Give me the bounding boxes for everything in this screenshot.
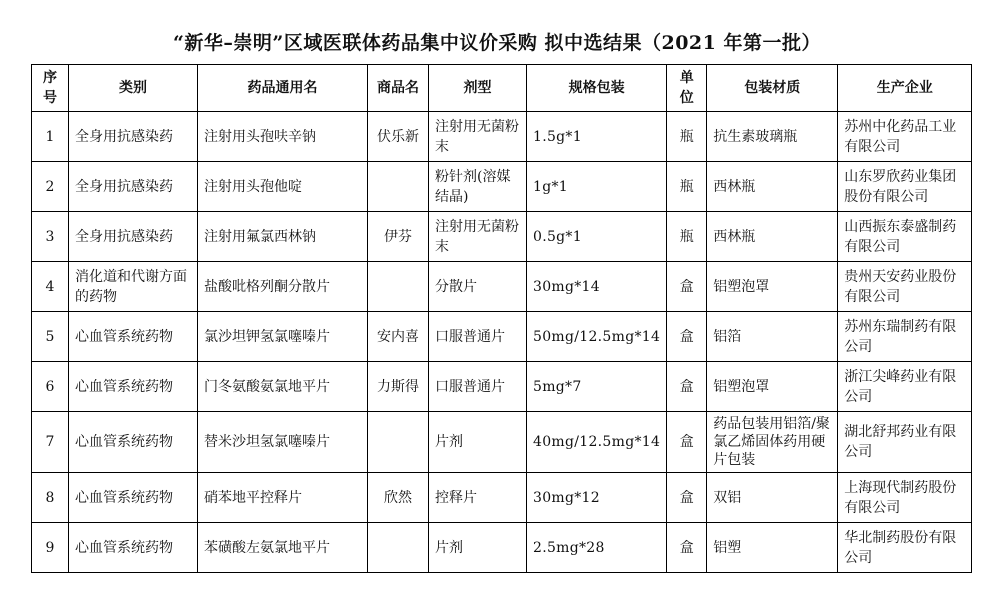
cell-generic-name: 注射用头孢他啶 [198, 162, 368, 212]
header-packaging: 包装材质 [707, 65, 838, 112]
cell-category: 全身用抗感染药 [69, 112, 198, 162]
cell-unit: 盒 [667, 473, 707, 523]
cell-packaging: 西林瓶 [707, 162, 838, 212]
cell-packaging: 双铝 [707, 473, 838, 523]
header-spec: 规格包装 [527, 65, 667, 112]
header-dosage-form: 剂型 [429, 65, 527, 112]
table-row [32, 212, 972, 262]
cell-spec: 40mg/12.5mg*14 [527, 412, 667, 473]
cell-spec: 2.5mg*28 [527, 523, 667, 573]
cell-dosage-form: 分散片 [429, 262, 527, 312]
cell-unit: 盒 [667, 262, 707, 312]
cell-packaging: 铝塑泡罩 [707, 362, 838, 412]
cell-generic-name: 盐酸吡格列酮分散片 [198, 262, 368, 312]
cell-manufacturer: 湖北舒邦药业有限公司 [838, 412, 972, 473]
cell-index: 4 [32, 262, 69, 312]
cell-spec: 1.5g*1 [527, 112, 667, 162]
header-generic-name: 药品通用名 [198, 65, 368, 112]
cell-packaging: 铝箔 [707, 312, 838, 362]
results-table [31, 64, 972, 573]
cell-unit: 瓶 [667, 112, 707, 162]
cell-dosage-form: 控释片 [429, 473, 527, 523]
cell-manufacturer: 苏州中化药品工业有限公司 [838, 112, 972, 162]
cell-packaging: 药品包装用铝箔/聚氯乙烯固体药用硬片包装 [707, 412, 838, 473]
cell-manufacturer: 苏州东瑞制药有限公司 [838, 312, 972, 362]
cell-category: 心血管系统药物 [69, 412, 198, 473]
cell-category: 全身用抗感染药 [69, 162, 198, 212]
cell-index: 3 [32, 212, 69, 262]
cell-dosage-form: 粉针剂(溶媒结晶) [429, 162, 527, 212]
cell-brand: 伏乐新 [368, 112, 429, 162]
cell-brand: 力斯得 [368, 362, 429, 412]
cell-packaging: 抗生素玻璃瓶 [707, 112, 838, 162]
cell-dosage-form: 片剂 [429, 523, 527, 573]
table-row [32, 162, 972, 212]
cell-unit: 盒 [667, 362, 707, 412]
cell-generic-name: 苯磺酸左氨氯地平片 [198, 523, 368, 573]
cell-generic-name: 注射用头孢呋辛钠 [198, 112, 368, 162]
table-row [32, 523, 972, 573]
document-title: “新华–崇明”区域医联体药品集中议价采购 拟中选结果（2021 年第一批） [173, 32, 821, 54]
table-row [32, 362, 972, 412]
cell-unit: 盒 [667, 412, 707, 473]
cell-dosage-form: 注射用无菌粉末 [429, 212, 527, 262]
cell-generic-name: 门冬氨酸氨氯地平片 [198, 362, 368, 412]
cell-brand: 安内喜 [368, 312, 429, 362]
cell-manufacturer: 上海现代制药股份有限公司 [838, 473, 972, 523]
cell-category: 心血管系统药物 [69, 312, 198, 362]
cell-generic-name: 氯沙坦钾氢氯噻嗪片 [198, 312, 368, 362]
cell-index: 2 [32, 162, 69, 212]
table-row [32, 412, 972, 473]
cell-index: 1 [32, 112, 69, 162]
cell-generic-name: 硝苯地平控释片 [198, 473, 368, 523]
cell-packaging: 西林瓶 [707, 212, 838, 262]
cell-index: 7 [32, 412, 69, 473]
cell-spec: 30mg*12 [527, 473, 667, 523]
cell-category: 心血管系统药物 [69, 523, 198, 573]
header-brand: 商品名 [368, 65, 429, 112]
cell-spec: 50mg/12.5mg*14 [527, 312, 667, 362]
cell-spec: 30mg*14 [527, 262, 667, 312]
header-row [32, 65, 972, 112]
cell-dosage-form: 片剂 [429, 412, 527, 473]
cell-packaging: 铝塑泡罩 [707, 262, 838, 312]
cell-index: 9 [32, 523, 69, 573]
cell-index: 5 [32, 312, 69, 362]
header-manufacturer: 生产企业 [838, 65, 972, 112]
cell-generic-name: 替米沙坦氢氯噻嗪片 [198, 412, 368, 473]
table-row [32, 262, 972, 312]
cell-unit: 瓶 [667, 162, 707, 212]
cell-packaging: 铝塑 [707, 523, 838, 573]
table-row [32, 312, 972, 362]
cell-spec: 0.5g*1 [527, 212, 667, 262]
table-row [32, 112, 972, 162]
cell-spec: 1g*1 [527, 162, 667, 212]
header-unit: 单位 [667, 65, 707, 112]
cell-unit: 盒 [667, 523, 707, 573]
cell-dosage-form: 口服普通片 [429, 362, 527, 412]
cell-brand [368, 412, 429, 473]
cell-index: 8 [32, 473, 69, 523]
cell-manufacturer: 贵州天安药业股份有限公司 [838, 262, 972, 312]
cell-generic-name: 注射用氟氯西林钠 [198, 212, 368, 262]
cell-category: 心血管系统药物 [69, 473, 198, 523]
cell-brand: 欣然 [368, 473, 429, 523]
header-category: 类别 [69, 65, 198, 112]
cell-brand [368, 523, 429, 573]
cell-brand [368, 162, 429, 212]
cell-manufacturer: 华北制药股份有限公司 [838, 523, 972, 573]
cell-category: 心血管系统药物 [69, 362, 198, 412]
cell-dosage-form: 口服普通片 [429, 312, 527, 362]
cell-brand [368, 262, 429, 312]
cell-manufacturer: 山东罗欣药业集团股份有限公司 [838, 162, 972, 212]
cell-brand: 伊芬 [368, 212, 429, 262]
header-index: 序号 [32, 65, 69, 112]
cell-manufacturer: 浙江尖峰药业有限公司 [838, 362, 972, 412]
table-row [32, 473, 972, 523]
cell-unit: 瓶 [667, 212, 707, 262]
cell-category: 消化道和代谢方面的药物 [69, 262, 198, 312]
cell-manufacturer: 山西振东泰盛制药有限公司 [838, 212, 972, 262]
cell-category: 全身用抗感染药 [69, 212, 198, 262]
cell-index: 6 [32, 362, 69, 412]
cell-spec: 5mg*7 [527, 362, 667, 412]
cell-unit: 盒 [667, 312, 707, 362]
cell-dosage-form: 注射用无菌粉末 [429, 112, 527, 162]
